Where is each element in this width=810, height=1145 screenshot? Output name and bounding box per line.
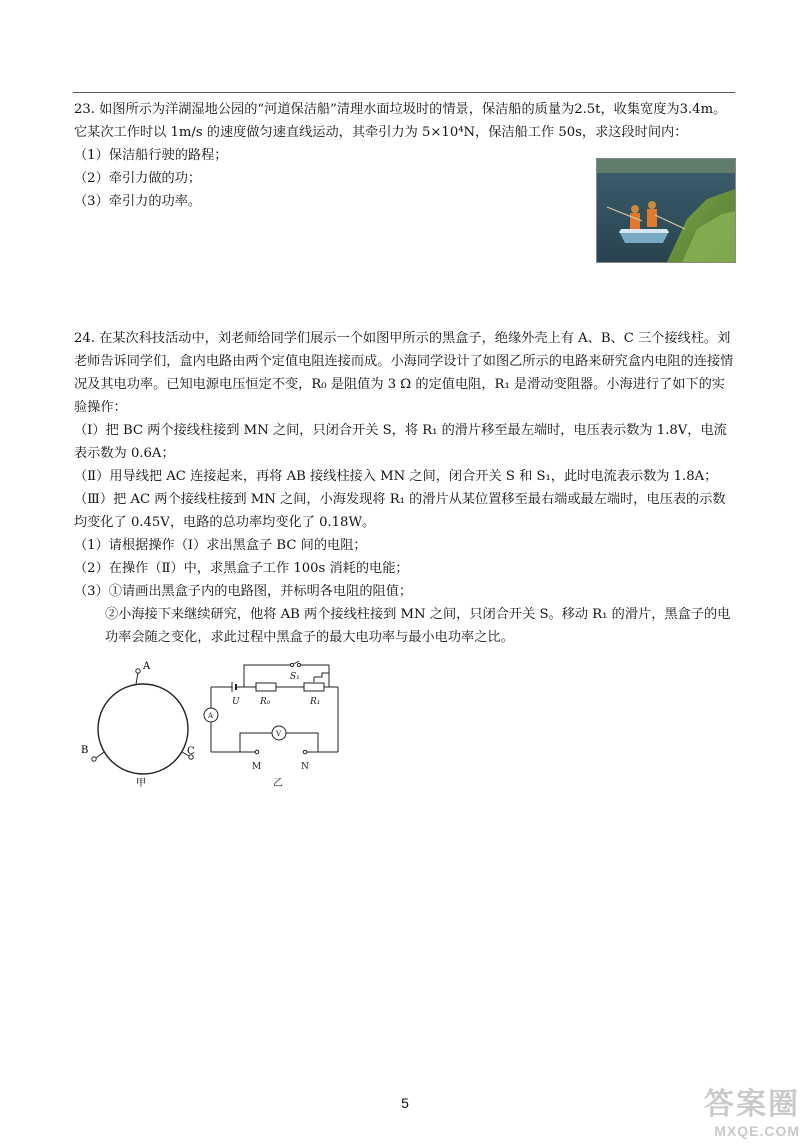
terminal-b bbox=[92, 757, 96, 761]
top-rule bbox=[73, 92, 735, 93]
q23-sub3: （3）牵引力的功率。 bbox=[74, 194, 202, 209]
q24-op3: （Ⅲ）把 AC 两个接线柱接到 MN 之间，小海发现将 R₁ 的滑片从某位置移至最右端或最左端时，电压表的示数均变化了 0.45V，电路的总功率均变化了 0.18W。 bbox=[74, 492, 726, 530]
label-c-text: C bbox=[187, 746, 195, 757]
q24-stem: 24. 在某次科技活动中，刘老师给同学们展示一个如图甲所示的黑盒子，绝缘外壳上有 A、B、C 三个接线柱。刘老师告诉同学们，盒内电路由两个定值电阻连接而成。小海同学设计了如图乙所示的电路来研究盒内电阻的连接情况及其电功率。已知电源电压恒定不变，R₀ 是阻值为 3 Ω 的定值电阻，R₁ 是滑动变阻器。小海进行了如下的实验操作： bbox=[74, 331, 734, 415]
circuit-figures bbox=[70, 655, 370, 795]
test-circuit-diagram bbox=[204, 661, 338, 754]
q24-op2: （Ⅱ）用导线把 AC 连接起来，再将 AB 接线柱接入 MN 之间，闭合开关 S 和 S₁，此时电流表示数为 1.8A； bbox=[74, 469, 718, 484]
watermark-site: MXQE.COM bbox=[714, 1123, 800, 1139]
label-a: A bbox=[143, 661, 151, 672]
q24-sub1: （1）请根据操作（Ⅰ）求出黑盒子 BC 间的电阻； bbox=[74, 538, 367, 553]
q23-stem: 23. 如图所示为洋湖湿地公园的“河道保洁船”清理水面垃圾时的情景，保洁船的质量为2.5t，收集宽度为3.4m。它某次工作时以 1m/s 的速度做匀速直线运动，其牵引力为 5×10⁴N，保洁船工作 50s，求这段时间内： bbox=[74, 102, 727, 140]
label-b: B bbox=[81, 745, 89, 756]
label-u: U bbox=[232, 697, 240, 707]
black-box-circle bbox=[98, 684, 188, 774]
label-r0: R₀ bbox=[260, 697, 271, 707]
q24-op1: （Ⅰ）把 BC 两个接线柱接到 MN 之间，只闭合开关 S，将 R₁ 的滑片移至最左端时，电压表示数为 1.8V，电流表示数为 0.6A； bbox=[74, 423, 727, 461]
black-box-diagram bbox=[81, 661, 195, 789]
caption-jia: 甲 bbox=[136, 778, 146, 789]
q23-sub2: （2）牵引力做的功； bbox=[74, 171, 202, 186]
question-24 bbox=[74, 327, 736, 649]
caption-yi: 乙 bbox=[273, 778, 283, 789]
label-n: N bbox=[301, 762, 309, 772]
q24-sub2: （2）在操作（Ⅱ）中，求黑盒子工作 100s 消耗的电能； bbox=[74, 561, 409, 576]
watermark-main: 答案圈 bbox=[704, 1088, 800, 1121]
page-number: 5 bbox=[401, 1095, 409, 1111]
terminal-m bbox=[255, 750, 259, 754]
q23-sub1: （1）保洁船行驶的路程； bbox=[74, 148, 228, 163]
terminal-a bbox=[136, 669, 140, 673]
label-voltmeter: V bbox=[276, 730, 282, 738]
label-s1: S₁ bbox=[290, 672, 300, 682]
label-ammeter: A bbox=[208, 712, 214, 720]
label-r1: R₁ bbox=[310, 697, 321, 707]
rheostat-r1 bbox=[304, 683, 324, 691]
q24-sub3b: ②小海接下来继续研究，他将 AB 两个接线柱接到 MN 之间，只闭合开关 S。移动 R₁ 的滑片，黑盒子的电功率会随之变化，求此过程中黑盒子的最大电功率与最小电功率之比。 bbox=[105, 607, 731, 645]
terminal-n bbox=[303, 750, 307, 754]
cleaning-boat-photo bbox=[596, 158, 736, 263]
resistor-r0 bbox=[256, 683, 276, 691]
q24-sub3a: （3）①请画出黑盒子内的电路图，并标明各电阻的阻值； bbox=[74, 584, 413, 599]
label-m: M bbox=[252, 762, 262, 772]
watermark bbox=[704, 1079, 800, 1139]
